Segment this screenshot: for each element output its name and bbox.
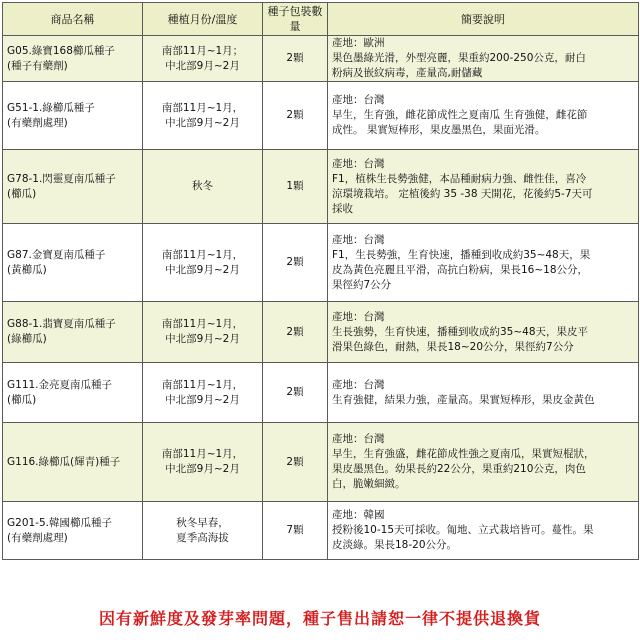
description-line: 成性。 果實短棒形，果皮墨黑色，果面光滑。 (332, 124, 546, 136)
header-season: 種植月份/溫度 (143, 3, 263, 36)
product-name-line: (黃櫛瓜) (7, 263, 47, 276)
product-name-line: G87.金寶夏南瓜種子 (7, 248, 106, 261)
package-qty-cell: 2顆 (263, 302, 328, 363)
description-line: 授粉後10-15天可採收。匍地、立式栽培皆可。蔓性。果 (332, 524, 594, 536)
planting-season-line: 南部11月~1月； (161, 44, 244, 57)
product-name-cell (3, 82, 143, 150)
description-cell (328, 423, 639, 502)
description-line: 產地：台灣 (332, 157, 385, 170)
planting-season-cell (143, 502, 263, 560)
description-line: 粉病及嵌紋病毒，產量高,耐儲藏 (332, 67, 483, 79)
planting-season-line: 秋冬早春， (176, 516, 229, 529)
description-line: F1，生長勢強，生育快速，播種到收成約35~48天，果 (332, 248, 591, 261)
planting-season-cell (143, 36, 263, 82)
product-name-cell (3, 363, 143, 423)
description-line: 採收 (332, 202, 353, 215)
table-header-row (3, 3, 639, 36)
description-cell (328, 150, 639, 224)
description-line: 生育強健，結果力強，產量高。果實短棒形，果皮金黃色 (332, 393, 595, 406)
planting-season-line: 南部11月~1月， (161, 248, 244, 261)
description-line: 皮為黃色亮麗且平滑，高抗白粉病，果長16~18公分， (332, 263, 589, 276)
planting-season-cell (143, 224, 263, 302)
package-qty-cell: 2顆 (263, 82, 328, 150)
package-qty-cell: 2顆 (263, 36, 328, 82)
description-line: 涼環境栽培。 定植後約 35 -38 天開花，花後約5-7天可 (332, 187, 593, 200)
description-cell (328, 224, 639, 302)
planting-season-line: 中北部9月~2月 (165, 393, 240, 406)
product-name-line: (有藥劑處理) (7, 116, 68, 129)
planting-season-cell (143, 363, 263, 423)
header-desc: 簡要說明 (328, 3, 639, 36)
planting-season-line: 夏季高海拔 (176, 531, 229, 544)
package-qty-cell: 7顆 (263, 502, 328, 560)
product-name-cell (3, 423, 143, 502)
description-line: 早生，生育強，雌花節成性之夏南瓜 生育強健，雌花節 (332, 109, 588, 121)
planting-season-line: 中北部9月~2月 (165, 116, 240, 129)
product-name-cell (3, 36, 143, 82)
description-line: 生長強勢，生育快速，播種到收成約35~48天，果皮平 (332, 325, 589, 338)
description-cell (328, 502, 639, 560)
product-name-line: (有藥劑處理) (7, 531, 68, 544)
planting-season-line: 中北部9月~2月 (165, 263, 240, 276)
table-row (3, 36, 639, 82)
planting-season-line: 南部11月~1月， (161, 101, 244, 114)
product-name-line: G111.金亮夏南瓜種子 (7, 378, 113, 391)
package-qty-cell: 2顆 (263, 423, 328, 502)
planting-season-line: 秋冬 (192, 180, 213, 192)
product-name-line: G201-5.韓國櫛瓜種子 (7, 516, 112, 529)
product-name-line: G78-1.閃靈夏南瓜種子 (7, 172, 116, 185)
return-policy-notice: 因有新鮮度及發芽率問題，種子售出請恕一律不提供退換貨 (98, 609, 541, 628)
planting-season-cell (143, 423, 263, 502)
description-line: 產地：台灣 (332, 433, 385, 445)
description-line: 早生，生育強盛，雌花節成性強之夏南瓜，果實短棍狀， (332, 448, 595, 460)
description-line: 產地：台灣 (332, 310, 385, 323)
product-name-cell (3, 224, 143, 302)
table-row (3, 423, 639, 502)
description-cell (328, 302, 639, 363)
planting-season-cell (143, 302, 263, 363)
product-name-line: G88-1.翡寶夏南瓜種子 (7, 318, 116, 330)
planting-season-line: 中北部9月~2月 (165, 333, 240, 345)
description-line: 產地：台灣 (332, 94, 385, 106)
product-name-cell (3, 302, 143, 363)
planting-season-line: 南部11月~1月， (161, 318, 244, 330)
description-line: F1，植株生長勢強健，本品種耐病力強、雌性佳，喜冷 (332, 172, 587, 185)
header-qty: 種子包裝數量 (263, 3, 328, 36)
description-cell (328, 82, 639, 150)
table-row (3, 363, 639, 423)
planting-season-line: 南部11月~1月， (161, 378, 244, 391)
package-qty-cell: 1顆 (263, 150, 328, 224)
table-row (3, 82, 639, 150)
planting-season-cell (143, 82, 263, 150)
description-line: 滑果色綠色，耐熱，果長18~20公分，果徑約7公分 (332, 340, 574, 353)
description-line: 產地：韓國 (332, 509, 385, 521)
planting-season-cell (143, 150, 263, 224)
description-line: 產地：台灣 (332, 233, 385, 246)
package-qty-cell: 2顆 (263, 224, 328, 302)
description-line: 果皮墨黑色。幼果長約22公分，果重約210公克，肉色 (332, 463, 586, 475)
planting-season-line: 中北部9月~2月 (165, 59, 240, 72)
product-name-line: (綠櫛瓜) (7, 333, 47, 345)
description-cell (328, 363, 639, 423)
header-name: 商品名稱 (3, 3, 143, 36)
description-line: 白，脆嫩細緻。 (332, 478, 406, 490)
package-qty-cell: 2顆 (263, 363, 328, 423)
table-row (3, 150, 639, 224)
table-row (3, 224, 639, 302)
product-name-line: (種子有藥劑) (7, 59, 68, 72)
product-name-line: (櫛瓜) (7, 393, 37, 406)
description-line: 皮淡綠。果長18-20公分。 (332, 539, 458, 551)
product-name-line: G116.綠櫛瓜(輝青)種子 (7, 455, 121, 468)
description-line: 產地：歐洲 (332, 37, 385, 49)
planting-season-line: 中北部9月~2月 (165, 463, 240, 475)
description-line: 果色墨綠光滑，外型亮麗，果重約200-250公克，耐白 (332, 52, 586, 64)
product-name-cell (3, 502, 143, 560)
table-row (3, 302, 639, 363)
product-name-cell (3, 150, 143, 224)
planting-season-line: 南部11月~1月， (161, 448, 244, 460)
description-cell (328, 36, 639, 82)
description-line: 產地：台灣 (332, 378, 385, 391)
product-name-line: (櫛瓜) (7, 187, 37, 200)
description-line: 果徑約7公分 (332, 278, 392, 291)
table-row (3, 502, 639, 560)
product-name-line: G05.綠寶168櫛瓜種子 (7, 44, 115, 57)
product-name-line: G51-1.綠櫛瓜種子 (7, 101, 95, 114)
seed-table (2, 2, 639, 560)
table-body (3, 36, 639, 560)
